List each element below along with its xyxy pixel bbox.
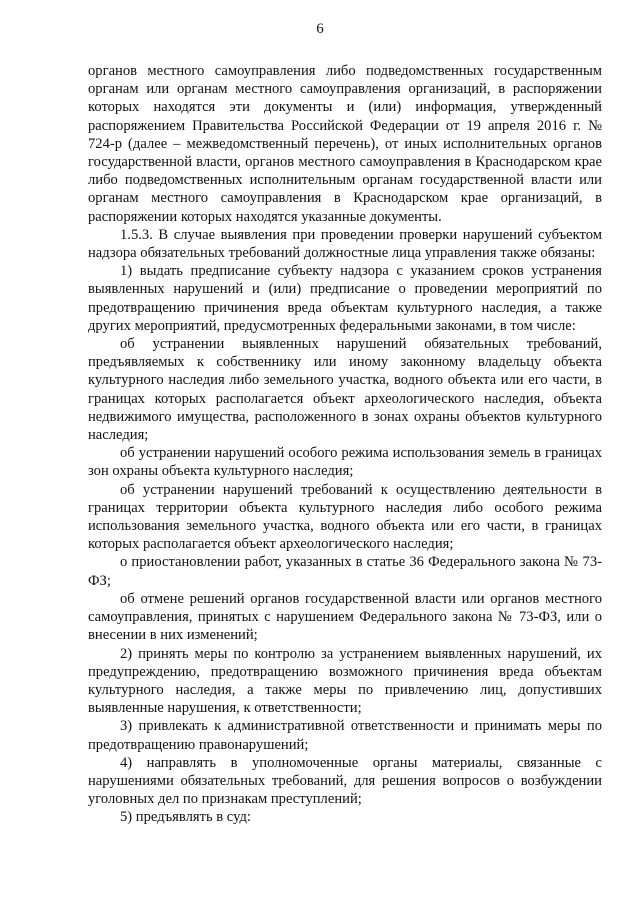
paragraph-subitem-land-regime: об устранении нарушений особого режима использования земель в границах зон охраны объекта культурного наследия; [88,445,602,480]
paragraph-item-5: 5) предъявлять в суд: [120,809,251,826]
document-body [88,62,602,827]
paragraph-subitem-violations: об устранении выявленных нарушений обязательных требований, предъявляемых к собственнику или иному законному владельцу объекта культурного наследия либо земельного участка, водного объекта или его части, в границах которых располагается объект археологического наследия, объекта недвижимого имущества, расположенного в зонах охраны объектов культурного наследия; [88,336,602,444]
paragraph-subitem-cancellation: об отмене решений органов государственной власти или органов местного самоуправления, принятых с нарушением Федерального закона № 73-ФЗ, или о внесении в них изменений; [88,590,602,644]
page-number: 6 [316,21,324,37]
paragraph-continuation: органов местного самоуправления либо подведомственных государственным органам или органам местного самоуправления организаций, в распоряжении которых находятся эти документы и (или) информация, утвержденный распоряжением Правительства Российской Федерации от 19 апреля 2016 г. № 724-р (далее – межведомственный перечень), от иных исполнительных органов государственной власти, органов местного самоуправления в Краснодарском крае либо подведомственных исполнительным органам государственной власти или органам местного самоуправления в Краснодарском крае организаций, в распоряжении которых находятся указанные документы. [88,63,602,225]
paragraph-subitem-suspension: о приостановлении работ, указанных в статье 36 Федерального закона № 73-ФЗ; [88,554,602,589]
paragraph-clause-1-5-3: 1.5.3. В случае выявления при проведении проверки нарушений субъектом надзора обязательных требований должностные лица управления также обязаны: [88,226,602,262]
paragraph-item-3: 3) привлекать к административной ответственности и принимать меры по предотвращению правонарушений; [88,718,602,753]
paragraph-subitem-activity-requirements: об устранении нарушений требований к осуществлению деятельности в границах территории объекта культурного наследия либо особого режима использования земельного участка, водного объекта или его части, в границах которых располагается объект археологического наследия; [88,481,602,553]
paragraph-item-2: 2) принять меры по контролю за устранением выявленных нарушений, их предупреждению, предотвращению возможного причинения вреда объектам культурного наследия, а также меры по привлечению лиц, допустивших выявленные нарушения, к ответственности; [88,645,602,717]
paragraph-item-1: 1) выдать предписание субъекту надзора с указанием сроков устранения выявленных нарушений и (или) предписание о проведении мероприятий по предотвращению причинения вреда объектам культурного наследия, а также других мероприятий, предусмотренных федеральными законами, в том числе: [88,263,602,334]
paragraph-item-4: 4) направлять в уполномоченные органы материалы, связанные с нарушениями обязательных требований, для решения вопросов о возбуждении уголовных дел по признакам преступлений; [88,754,602,808]
